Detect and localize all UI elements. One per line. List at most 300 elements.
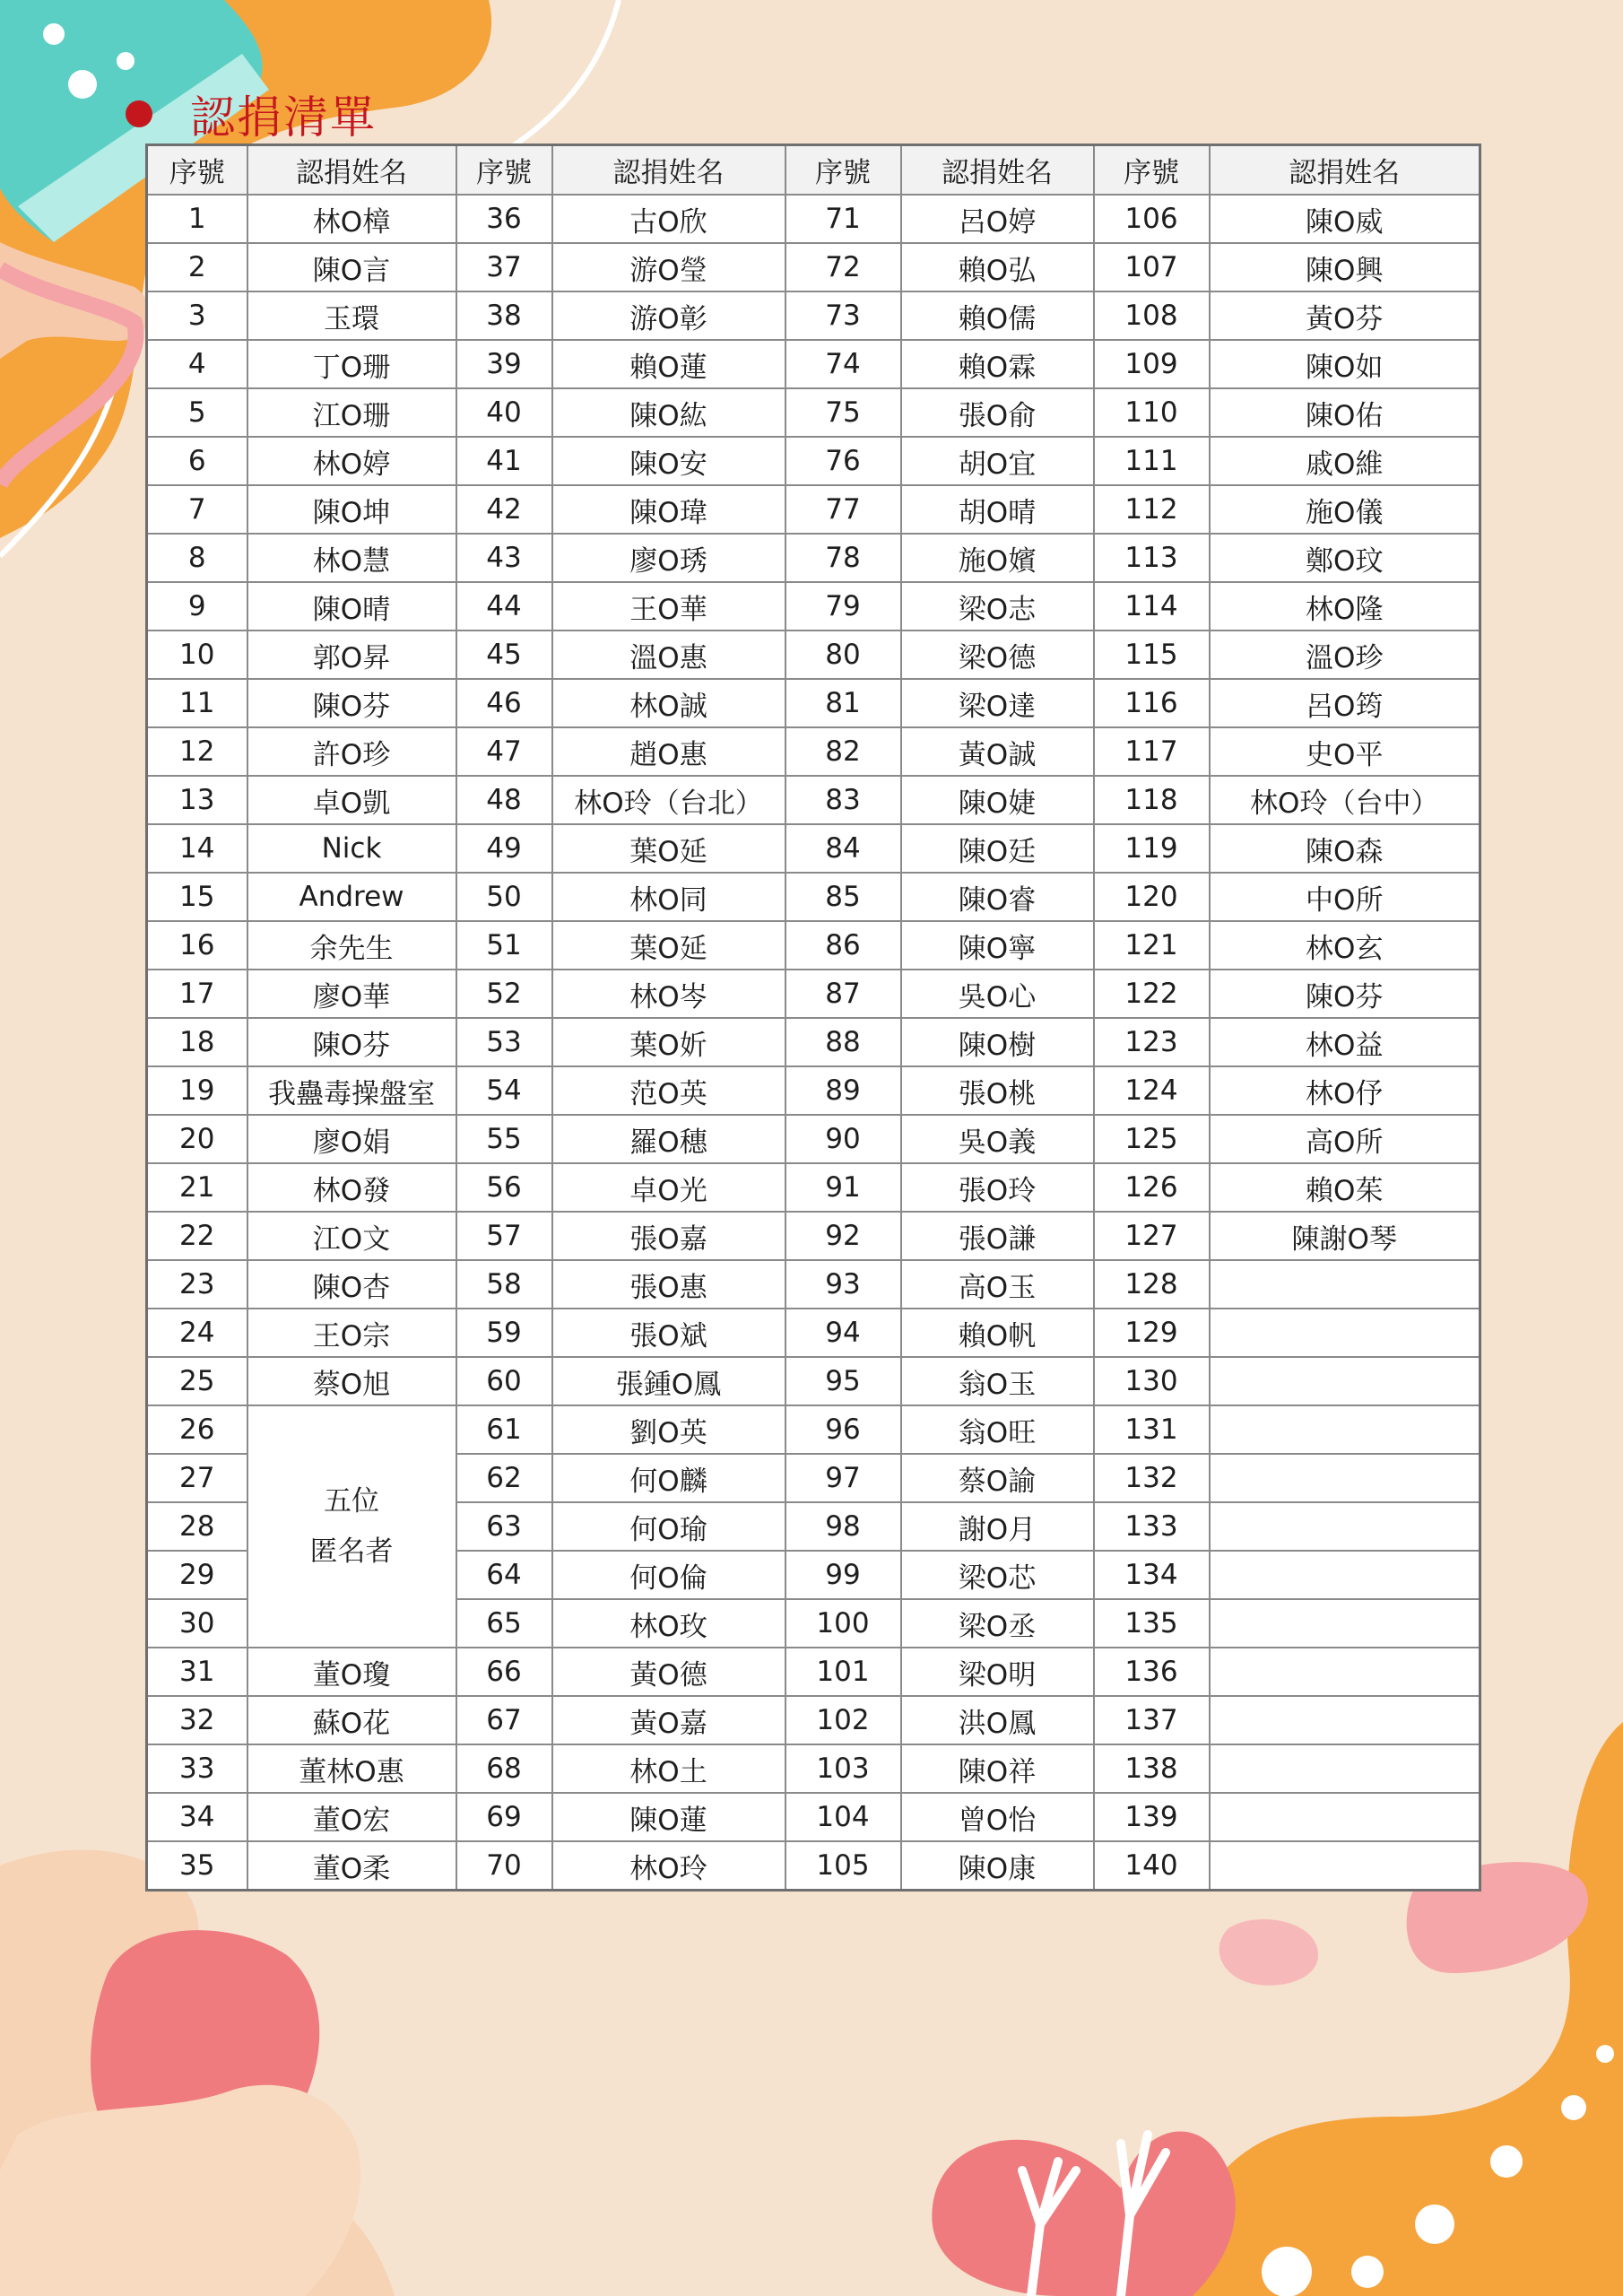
donor-name-cell: [1210, 1793, 1480, 1841]
serial-number-cell: 128: [1094, 1260, 1210, 1309]
serial-number-cell: 71: [785, 195, 901, 243]
serial-number-cell: 78: [785, 534, 901, 582]
table-row: [147, 824, 1480, 873]
serial-number-cell: 89: [785, 1066, 901, 1115]
donor-name-cell: 林O玲（台北）: [552, 776, 785, 824]
serial-number-cell: 24: [147, 1309, 247, 1357]
donor-name-cell: 施O嬪: [901, 534, 1094, 582]
table-row: [147, 1115, 1480, 1163]
donor-name-cell: 黃O誠: [901, 727, 1094, 776]
header-donor-name: 認捐姓名: [901, 145, 1094, 196]
donor-name-cell: 蔡O諭: [901, 1454, 1094, 1502]
serial-number-cell: 81: [785, 679, 901, 727]
donor-name-cell: 張O嘉: [552, 1212, 785, 1260]
donor-name-cell: 陳O言: [247, 243, 456, 291]
donor-name-cell: 張O桃: [901, 1066, 1094, 1115]
donor-name-cell: 蔡O旭: [247, 1357, 456, 1405]
serial-number-cell: 14: [147, 824, 247, 873]
serial-number-cell: 104: [785, 1793, 901, 1841]
serial-number-cell: 7: [147, 485, 247, 534]
serial-number-cell: 119: [1094, 824, 1210, 873]
donor-name-cell: 何O瑜: [552, 1502, 785, 1551]
serial-number-cell: 48: [456, 776, 552, 824]
table-row: [147, 1018, 1480, 1066]
table-row: [147, 485, 1480, 534]
serial-number-cell: 117: [1094, 727, 1210, 776]
table-row: [147, 1841, 1480, 1891]
serial-number-cell: 36: [456, 195, 552, 243]
donor-name-cell: 林O伃: [1210, 1066, 1480, 1115]
donor-name-cell: 陳O佑: [1210, 388, 1480, 437]
donor-name-cell: 戚O維: [1210, 437, 1480, 485]
serial-number-cell: 97: [785, 1454, 901, 1502]
serial-number-cell: 38: [456, 291, 552, 340]
donor-name-cell: 林O同: [552, 873, 785, 921]
anonymous-donors-cell: [247, 1405, 456, 1648]
donor-name-cell: 洪O鳳: [901, 1696, 1094, 1744]
donor-name-cell: 謝O月: [901, 1502, 1094, 1551]
serial-number-cell: 13: [147, 776, 247, 824]
white-dot: [117, 52, 135, 70]
serial-number-cell: 21: [147, 1163, 247, 1212]
serial-number-cell: 6: [147, 437, 247, 485]
serial-number-cell: 60: [456, 1357, 552, 1405]
donor-name-cell: 賴O帆: [901, 1309, 1094, 1357]
donor-name-cell: 呂O筠: [1210, 679, 1480, 727]
table-body: [147, 195, 1480, 1891]
donor-name-cell: 廖O琇: [552, 534, 785, 582]
serial-number-cell: 58: [456, 1260, 552, 1309]
header-donor-name: 認捐姓名: [1210, 145, 1480, 196]
table-row: [147, 1309, 1480, 1357]
donor-name-cell: 范O英: [552, 1066, 785, 1115]
serial-number-cell: 68: [456, 1744, 552, 1793]
donor-name-cell: 吳O心: [901, 970, 1094, 1018]
donor-name-cell: 翁O旺: [901, 1405, 1094, 1454]
serial-number-cell: 67: [456, 1696, 552, 1744]
serial-number-cell: 80: [785, 631, 901, 679]
serial-number-cell: 106: [1094, 195, 1210, 243]
donor-name-cell: 林O益: [1210, 1018, 1480, 1066]
serial-number-cell: 34: [147, 1793, 247, 1841]
donor-name-cell: 林O樟: [247, 195, 456, 243]
donor-name-cell: 玉環: [247, 291, 456, 340]
page-title: [126, 83, 377, 145]
donor-name-cell: 廖O華: [247, 970, 456, 1018]
serial-number-cell: 30: [147, 1599, 247, 1648]
serial-number-cell: 86: [785, 921, 901, 970]
donor-name-cell: 黃O嘉: [552, 1696, 785, 1744]
serial-number-cell: 10: [147, 631, 247, 679]
white-dot: [68, 70, 97, 99]
donor-name-cell: 黃O芬: [1210, 291, 1480, 340]
serial-number-cell: 20: [147, 1115, 247, 1163]
donor-name-cell: 胡O晴: [901, 485, 1094, 534]
serial-number-cell: 11: [147, 679, 247, 727]
donor-name-cell: 陳O晴: [247, 582, 456, 631]
heart-with-hands: [932, 2131, 1236, 2296]
donor-name-cell: 何O麟: [552, 1454, 785, 1502]
donor-name-cell: 呂O婷: [901, 195, 1094, 243]
table-row: [147, 582, 1480, 631]
donor-name-cell: [1210, 1260, 1480, 1309]
serial-number-cell: 49: [456, 824, 552, 873]
table-row: [147, 631, 1480, 679]
donor-name-cell: 林O慧: [247, 534, 456, 582]
donor-name-cell: 陳O睿: [901, 873, 1094, 921]
table-row: [147, 1648, 1480, 1696]
table-row: [147, 1212, 1480, 1260]
donor-name-cell: Andrew: [247, 873, 456, 921]
donor-name-cell: 古O欣: [552, 195, 785, 243]
white-dot: [1415, 2205, 1454, 2244]
donor-name-cell: 吳O義: [901, 1115, 1094, 1163]
table-row: [147, 1163, 1480, 1212]
serial-number-cell: 83: [785, 776, 901, 824]
donor-name-cell: 陳O瑋: [552, 485, 785, 534]
donor-name-cell: [1210, 1744, 1480, 1793]
table-row: [147, 534, 1480, 582]
serial-number-cell: 28: [147, 1502, 247, 1551]
serial-number-cell: 102: [785, 1696, 901, 1744]
serial-number-cell: 18: [147, 1018, 247, 1066]
donor-name-cell: 丁O珊: [247, 340, 456, 388]
serial-number-cell: 39: [456, 340, 552, 388]
serial-number-cell: 55: [456, 1115, 552, 1163]
donor-name-cell: [1210, 1357, 1480, 1405]
serial-number-cell: 126: [1094, 1163, 1210, 1212]
donor-name-cell: [1210, 1309, 1480, 1357]
table-row: [147, 1260, 1480, 1309]
table-row: [147, 921, 1480, 970]
table-row: [147, 1744, 1480, 1793]
serial-number-cell: 75: [785, 388, 901, 437]
serial-number-cell: 37: [456, 243, 552, 291]
serial-number-cell: 16: [147, 921, 247, 970]
serial-number-cell: 103: [785, 1744, 901, 1793]
serial-number-cell: 32: [147, 1696, 247, 1744]
serial-number-cell: 120: [1094, 873, 1210, 921]
serial-number-cell: 72: [785, 243, 901, 291]
serial-number-cell: 8: [147, 534, 247, 582]
serial-number-cell: 134: [1094, 1551, 1210, 1599]
donor-name-cell: 翁O玉: [901, 1357, 1094, 1405]
serial-number-cell: 111: [1094, 437, 1210, 485]
donor-name-cell: 游O彰: [552, 291, 785, 340]
table-row: [147, 340, 1480, 388]
serial-number-cell: 137: [1094, 1696, 1210, 1744]
donor-name-cell: 陳O芬: [247, 1018, 456, 1066]
donor-name-cell: 張O斌: [552, 1309, 785, 1357]
serial-number-cell: 44: [456, 582, 552, 631]
serial-number-cell: 56: [456, 1163, 552, 1212]
donor-name-cell: [1210, 1841, 1480, 1891]
donor-name-cell: 陳O坤: [247, 485, 456, 534]
serial-number-cell: 87: [785, 970, 901, 1018]
serial-number-cell: 27: [147, 1454, 247, 1502]
serial-number-cell: 25: [147, 1357, 247, 1405]
table-row: [147, 1066, 1480, 1115]
white-dot: [1262, 2247, 1312, 2296]
serial-number-cell: 121: [1094, 921, 1210, 970]
donor-name-cell: 賴O霖: [901, 340, 1094, 388]
donor-name-cell: 我蠱毒操盤室: [247, 1066, 456, 1115]
donor-name-cell: 劉O英: [552, 1405, 785, 1454]
donor-name-cell: 陳謝O琴: [1210, 1212, 1480, 1260]
donor-name-cell: 林O土: [552, 1744, 785, 1793]
pink-blob-right-2: [1219, 1919, 1318, 1986]
serial-number-cell: 52: [456, 970, 552, 1018]
donor-name-cell: 陳O杏: [247, 1260, 456, 1309]
table-row: [147, 243, 1480, 291]
serial-number-cell: 51: [456, 921, 552, 970]
serial-number-cell: 33: [147, 1744, 247, 1793]
serial-number-cell: 66: [456, 1648, 552, 1696]
red-dot-icon: [126, 100, 152, 127]
serial-number-cell: 129: [1094, 1309, 1210, 1357]
header-serial-number: 序號: [785, 145, 901, 196]
donor-name-cell: 賴O儒: [901, 291, 1094, 340]
serial-number-cell: 42: [456, 485, 552, 534]
serial-number-cell: 54: [456, 1066, 552, 1115]
header-donor-name: 認捐姓名: [247, 145, 456, 196]
header-serial-number: 序號: [1094, 145, 1210, 196]
serial-number-cell: 122: [1094, 970, 1210, 1018]
serial-number-cell: 17: [147, 970, 247, 1018]
serial-number-cell: 40: [456, 388, 552, 437]
white-dot: [1596, 2045, 1614, 2063]
serial-number-cell: 65: [456, 1599, 552, 1648]
donor-name-cell: 梁O丞: [901, 1599, 1094, 1648]
table-row: [147, 291, 1480, 340]
donor-name-cell: 江O珊: [247, 388, 456, 437]
serial-number-cell: 5: [147, 388, 247, 437]
donor-name-cell: 郭O昇: [247, 631, 456, 679]
serial-number-cell: 112: [1094, 485, 1210, 534]
donor-name-cell: 高O玉: [901, 1260, 1094, 1309]
donor-name-cell: 蘇O花: [247, 1696, 456, 1744]
donor-name-cell: 曾O怡: [901, 1793, 1094, 1841]
serial-number-cell: 43: [456, 534, 552, 582]
table-row: [147, 1793, 1480, 1841]
donor-name-cell: 溫O惠: [552, 631, 785, 679]
donor-name-cell: 陳O如: [1210, 340, 1480, 388]
serial-number-cell: 3: [147, 291, 247, 340]
serial-number-cell: 26: [147, 1405, 247, 1454]
serial-number-cell: 4: [147, 340, 247, 388]
donor-name-cell: 陳O安: [552, 437, 785, 485]
anonymous-donors-line1: 五位: [324, 1485, 379, 1518]
donor-name-cell: 鄭O玟: [1210, 534, 1480, 582]
serial-number-cell: 50: [456, 873, 552, 921]
donor-name-cell: 王O宗: [247, 1309, 456, 1357]
donor-name-cell: 黃O德: [552, 1648, 785, 1696]
serial-number-cell: 133: [1094, 1502, 1210, 1551]
serial-number-cell: 108: [1094, 291, 1210, 340]
donor-name-cell: 陳O廷: [901, 824, 1094, 873]
donor-name-cell: 賴O弘: [901, 243, 1094, 291]
donor-name-cell: 賴O茱: [1210, 1163, 1480, 1212]
serial-number-cell: 74: [785, 340, 901, 388]
donor-name-cell: 張O玲: [901, 1163, 1094, 1212]
donor-name-cell: 陳O興: [1210, 243, 1480, 291]
donor-name-cell: 張O謙: [901, 1212, 1094, 1260]
serial-number-cell: 88: [785, 1018, 901, 1066]
white-dot: [1351, 2256, 1384, 2288]
donor-name-cell: 陳O芬: [1210, 970, 1480, 1018]
serial-number-cell: 1: [147, 195, 247, 243]
serial-number-cell: 41: [456, 437, 552, 485]
donor-name-cell: 董林O惠: [247, 1744, 456, 1793]
serial-number-cell: 109: [1094, 340, 1210, 388]
table-row: [147, 1357, 1480, 1405]
donor-name-cell: 溫O珍: [1210, 631, 1480, 679]
donor-name-cell: 林O岑: [552, 970, 785, 1018]
serial-number-cell: 19: [147, 1066, 247, 1115]
serial-number-cell: 46: [456, 679, 552, 727]
donor-name-cell: 賴O蓮: [552, 340, 785, 388]
donor-name-cell: 陳O紘: [552, 388, 785, 437]
serial-number-cell: 77: [785, 485, 901, 534]
donor-name-cell: 林O誠: [552, 679, 785, 727]
serial-number-cell: 82: [785, 727, 901, 776]
serial-number-cell: 84: [785, 824, 901, 873]
donor-name-cell: 林O玲（台中）: [1210, 776, 1480, 824]
page-title-text: 認捐清單: [190, 91, 377, 144]
donor-name-cell: [1210, 1454, 1480, 1502]
table-row: [147, 388, 1480, 437]
serial-number-cell: 61: [456, 1405, 552, 1454]
serial-number-cell: 12: [147, 727, 247, 776]
donor-name-cell: 梁O德: [901, 631, 1094, 679]
serial-number-cell: 15: [147, 873, 247, 921]
serial-number-cell: 118: [1094, 776, 1210, 824]
donor-name-cell: [1210, 1405, 1480, 1454]
donor-name-cell: 游O瑩: [552, 243, 785, 291]
donor-name-cell: 陳O威: [1210, 195, 1480, 243]
serial-number-cell: 130: [1094, 1357, 1210, 1405]
table-row: [147, 970, 1480, 1018]
donor-name-cell: 張O俞: [901, 388, 1094, 437]
serial-number-cell: 115: [1094, 631, 1210, 679]
serial-number-cell: 79: [785, 582, 901, 631]
donor-name-cell: [1210, 1648, 1480, 1696]
serial-number-cell: 96: [785, 1405, 901, 1454]
serial-number-cell: 105: [785, 1841, 901, 1891]
donor-name-cell: [1210, 1551, 1480, 1599]
serial-number-cell: 35: [147, 1841, 247, 1891]
donor-name-cell: 陳O森: [1210, 824, 1480, 873]
donor-name-cell: 廖O娟: [247, 1115, 456, 1163]
donor-name-cell: 何O倫: [552, 1551, 785, 1599]
donor-name-cell: 史O平: [1210, 727, 1480, 776]
serial-number-cell: 47: [456, 727, 552, 776]
donor-name-cell: 陳O芬: [247, 679, 456, 727]
donor-name-cell: 陳O樹: [901, 1018, 1094, 1066]
serial-number-cell: 138: [1094, 1744, 1210, 1793]
table-row: [147, 776, 1480, 824]
serial-number-cell: 132: [1094, 1454, 1210, 1502]
serial-number-cell: 31: [147, 1648, 247, 1696]
serial-number-cell: 95: [785, 1357, 901, 1405]
donor-name-cell: 張鍾O鳳: [552, 1357, 785, 1405]
serial-number-cell: 94: [785, 1309, 901, 1357]
serial-number-cell: 123: [1094, 1018, 1210, 1066]
serial-number-cell: 92: [785, 1212, 901, 1260]
donor-name-cell: 葉O延: [552, 824, 785, 873]
donor-name-cell: 卓O光: [552, 1163, 785, 1212]
donor-name-cell: 梁O明: [901, 1648, 1094, 1696]
donor-name-cell: 陳O康: [901, 1841, 1094, 1891]
serial-number-cell: 98: [785, 1502, 901, 1551]
serial-number-cell: 125: [1094, 1115, 1210, 1163]
serial-number-cell: 114: [1094, 582, 1210, 631]
table-header-row: [147, 145, 1480, 196]
serial-number-cell: 57: [456, 1212, 552, 1260]
donor-name-cell: 董O柔: [247, 1841, 456, 1891]
serial-number-cell: 85: [785, 873, 901, 921]
anonymous-donors-line2: 匿名者: [309, 1535, 394, 1568]
table-row: [147, 1405, 1480, 1454]
donor-name-cell: 陳O寧: [901, 921, 1094, 970]
donor-name-cell: 許O珍: [247, 727, 456, 776]
donor-name-cell: 陳O蓮: [552, 1793, 785, 1841]
serial-number-cell: 22: [147, 1212, 247, 1260]
serial-number-cell: 113: [1094, 534, 1210, 582]
serial-number-cell: 45: [456, 631, 552, 679]
serial-number-cell: 63: [456, 1502, 552, 1551]
serial-number-cell: 110: [1094, 388, 1210, 437]
serial-number-cell: 76: [785, 437, 901, 485]
table-row: [147, 1696, 1480, 1744]
donor-name-cell: 羅O穗: [552, 1115, 785, 1163]
header-donor-name: 認捐姓名: [552, 145, 785, 196]
donor-name-cell: 陳O婕: [901, 776, 1094, 824]
serial-number-cell: 90: [785, 1115, 901, 1163]
table-row: [147, 727, 1480, 776]
donor-name-cell: 王O華: [552, 582, 785, 631]
serial-number-cell: 99: [785, 1551, 901, 1599]
serial-number-cell: 124: [1094, 1066, 1210, 1115]
donation-table: [145, 144, 1481, 1892]
white-dot: [1561, 2095, 1586, 2120]
serial-number-cell: 2: [147, 243, 247, 291]
serial-number-cell: 62: [456, 1454, 552, 1502]
serial-number-cell: 70: [456, 1841, 552, 1891]
serial-number-cell: 23: [147, 1260, 247, 1309]
serial-number-cell: 59: [456, 1309, 552, 1357]
serial-number-cell: 91: [785, 1163, 901, 1212]
serial-number-cell: 139: [1094, 1793, 1210, 1841]
header-serial-number: 序號: [456, 145, 552, 196]
serial-number-cell: 100: [785, 1599, 901, 1648]
serial-number-cell: 136: [1094, 1648, 1210, 1696]
donor-name-cell: 林O玲: [552, 1841, 785, 1891]
serial-number-cell: 107: [1094, 243, 1210, 291]
donor-name-cell: 江O文: [247, 1212, 456, 1260]
donor-name-cell: 葉O妡: [552, 1018, 785, 1066]
serial-number-cell: 116: [1094, 679, 1210, 727]
donor-name-cell: [1210, 1696, 1480, 1744]
donor-name-cell: 葉O延: [552, 921, 785, 970]
serial-number-cell: 53: [456, 1018, 552, 1066]
serial-number-cell: 73: [785, 291, 901, 340]
donor-name-cell: 張O惠: [552, 1260, 785, 1309]
donor-name-cell: 高O所: [1210, 1115, 1480, 1163]
serial-number-cell: 127: [1094, 1212, 1210, 1260]
donor-name-cell: 中O所: [1210, 873, 1480, 921]
donor-name-cell: 董O宏: [247, 1793, 456, 1841]
